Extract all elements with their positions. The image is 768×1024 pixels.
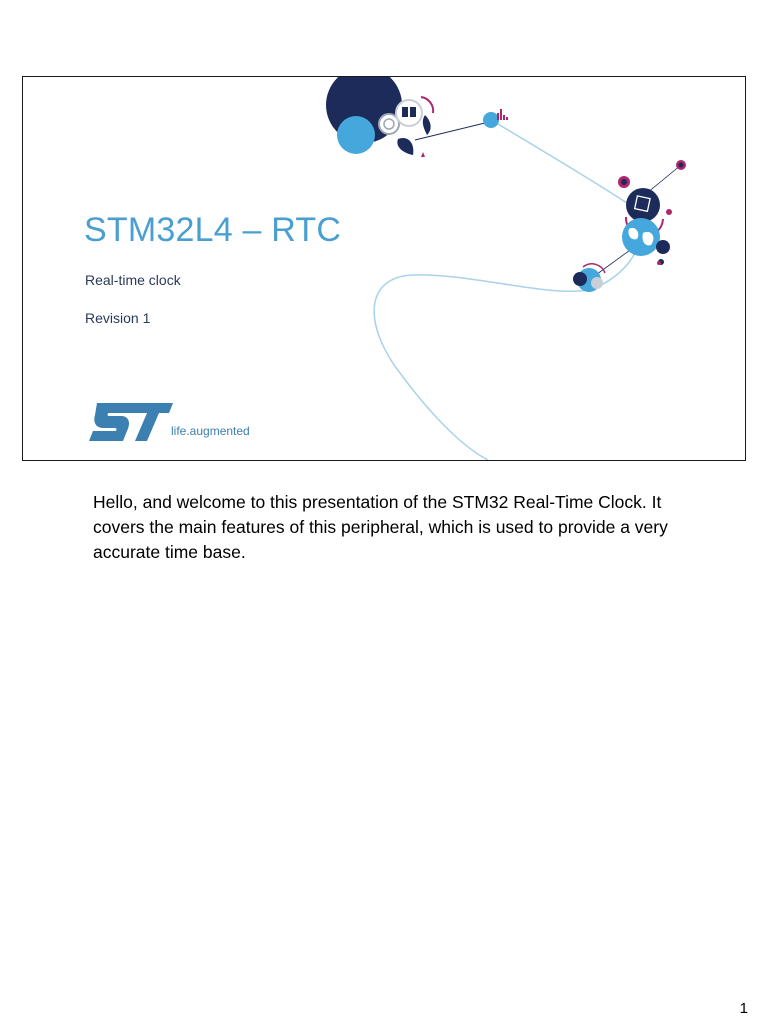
document-icon — [402, 107, 408, 117]
navy-circle — [573, 272, 587, 286]
slide-revision: Revision 1 — [85, 310, 151, 326]
slide-title: STM32L4 – RTC — [84, 211, 342, 249]
small-triangle — [421, 152, 425, 157]
speaker-notes: Hello, and welcome to this presentation of the STM32 Real-Time Clock. It covers the main features of this peripheral, which is used to provide a very accurate time base. — [93, 492, 668, 562]
gray-circle — [396, 100, 422, 126]
navy-dot — [621, 179, 627, 185]
page-number: 1 — [739, 1000, 748, 1017]
tagline: life.augmented — [171, 424, 250, 438]
presentation-slide — [22, 76, 746, 461]
navy-dot — [679, 163, 684, 168]
navy-circle — [626, 188, 660, 222]
st-logo-t — [131, 403, 173, 441]
magenta-dot — [657, 261, 661, 265]
gray-circle — [591, 277, 603, 289]
slide-subtitle: Real-time clock — [85, 272, 181, 288]
bar — [503, 115, 505, 120]
globe-circle — [622, 218, 660, 256]
document-icon — [410, 107, 416, 117]
swoosh-line — [374, 121, 640, 460]
bar — [497, 113, 499, 120]
light-blue-circle — [337, 116, 375, 154]
magenta-arc — [421, 97, 433, 113]
navy-leaf — [397, 138, 413, 155]
blue-node-circle — [483, 112, 499, 128]
navy-dot — [656, 240, 670, 254]
st-logo-s — [89, 403, 137, 441]
st-logo — [87, 399, 173, 445]
navy-leaf — [423, 115, 431, 135]
bar — [500, 109, 502, 120]
magenta-dot — [666, 209, 672, 215]
bar — [506, 117, 508, 120]
